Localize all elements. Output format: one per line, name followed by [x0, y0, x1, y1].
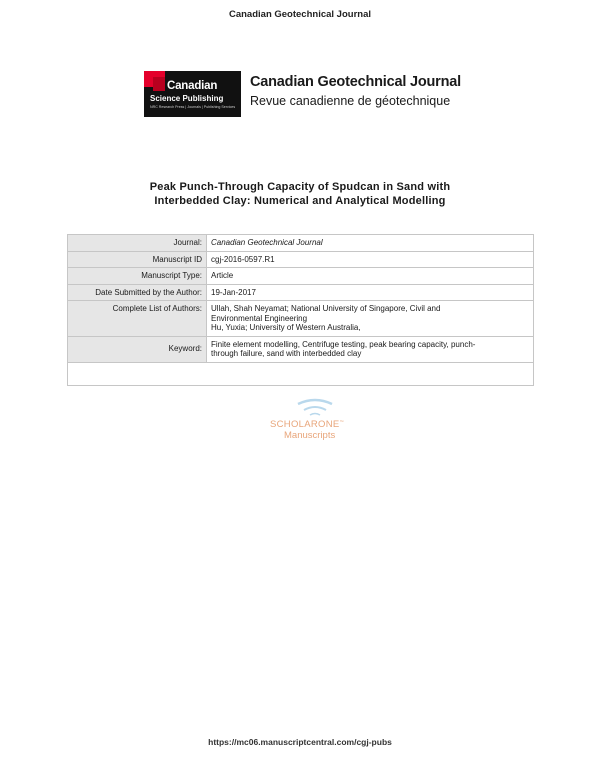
- paper-title-line-2: Interbedded Clay: Numerical and Analytical Modelling: [154, 195, 446, 207]
- metadata-row-manuscript-type: [68, 268, 534, 285]
- manuscript-type-label: Manuscript Type:: [68, 268, 207, 285]
- publisher-logo: [144, 71, 241, 117]
- running-head: Canadian Geotechnical Journal: [228, 9, 371, 20]
- paper-title: [0, 180, 600, 208]
- publisher-logo-tagline: NRC Research Press | Journals | Publishing Services: [150, 105, 236, 109]
- footer-url: https://mc06.manuscriptcentral.com/cgj-pubs: [208, 737, 392, 747]
- manuscript-type-value: Article: [207, 268, 534, 285]
- scholarone-logo: [262, 398, 372, 446]
- authors-value: [207, 301, 534, 337]
- authors-label: Complete List of Authors:: [68, 301, 207, 337]
- journal-label: Journal:: [68, 235, 207, 252]
- keyword-value: [207, 336, 534, 362]
- scholarone-subtitle: Manuscripts: [284, 430, 336, 441]
- scholarone-wordmark: [270, 419, 344, 430]
- empty-cell: [68, 362, 534, 385]
- metadata-row-manuscript-id: [68, 251, 534, 268]
- scholarone-trademark: ™: [339, 419, 344, 424]
- metadata-row-date-submitted: [68, 284, 534, 301]
- keyword-line-2: through failure, sand with interbedded clay: [211, 349, 362, 358]
- author-line-2: Environmental Engineering: [211, 313, 308, 323]
- date-submitted-value: 19-Jan-2017: [207, 284, 534, 301]
- metadata-row-empty: [68, 362, 534, 385]
- date-submitted-label: Date Submitted by the Author:: [68, 284, 207, 301]
- metadata-row-journal: [68, 235, 534, 252]
- author-line-3: Hu, Yuxia; University of Western Australia,: [211, 323, 361, 332]
- publisher-logo-subtitle: Science Publishing: [150, 94, 224, 103]
- author-line-1: Ullah, Shah Neyamat; National University of Singapore, Civil and: [211, 304, 441, 313]
- journal-name-french: Revue canadienne de géotechnique: [250, 94, 451, 108]
- keyword-label: Keyword:: [68, 336, 207, 362]
- journal-value: Canadian Geotechnical Journal: [207, 235, 534, 252]
- metadata-row-authors: [68, 301, 534, 337]
- manuscript-metadata-table: [67, 234, 534, 386]
- journal-masthead: [144, 71, 461, 117]
- manuscript-id-label: Manuscript ID: [68, 251, 207, 268]
- journal-name-english: Canadian Geotechnical Journal: [250, 74, 461, 90]
- publisher-logo-name: Canadian: [167, 80, 218, 92]
- journal-names: [250, 74, 461, 110]
- scholarone-swirl-icon: [290, 398, 340, 418]
- keyword-line-1: Finite element modelling, Centrifuge testing, peak bearing capacity, punch-: [211, 339, 476, 349]
- scholarone-wordmark-text: SCHOLARONE: [270, 419, 340, 431]
- paper-title-line-1: Peak Punch-Through Capacity of Spudcan in Sand with: [149, 181, 451, 193]
- manuscript-id-value: cgj-2016-0597.R1: [207, 251, 534, 268]
- metadata-row-keyword: [68, 336, 534, 362]
